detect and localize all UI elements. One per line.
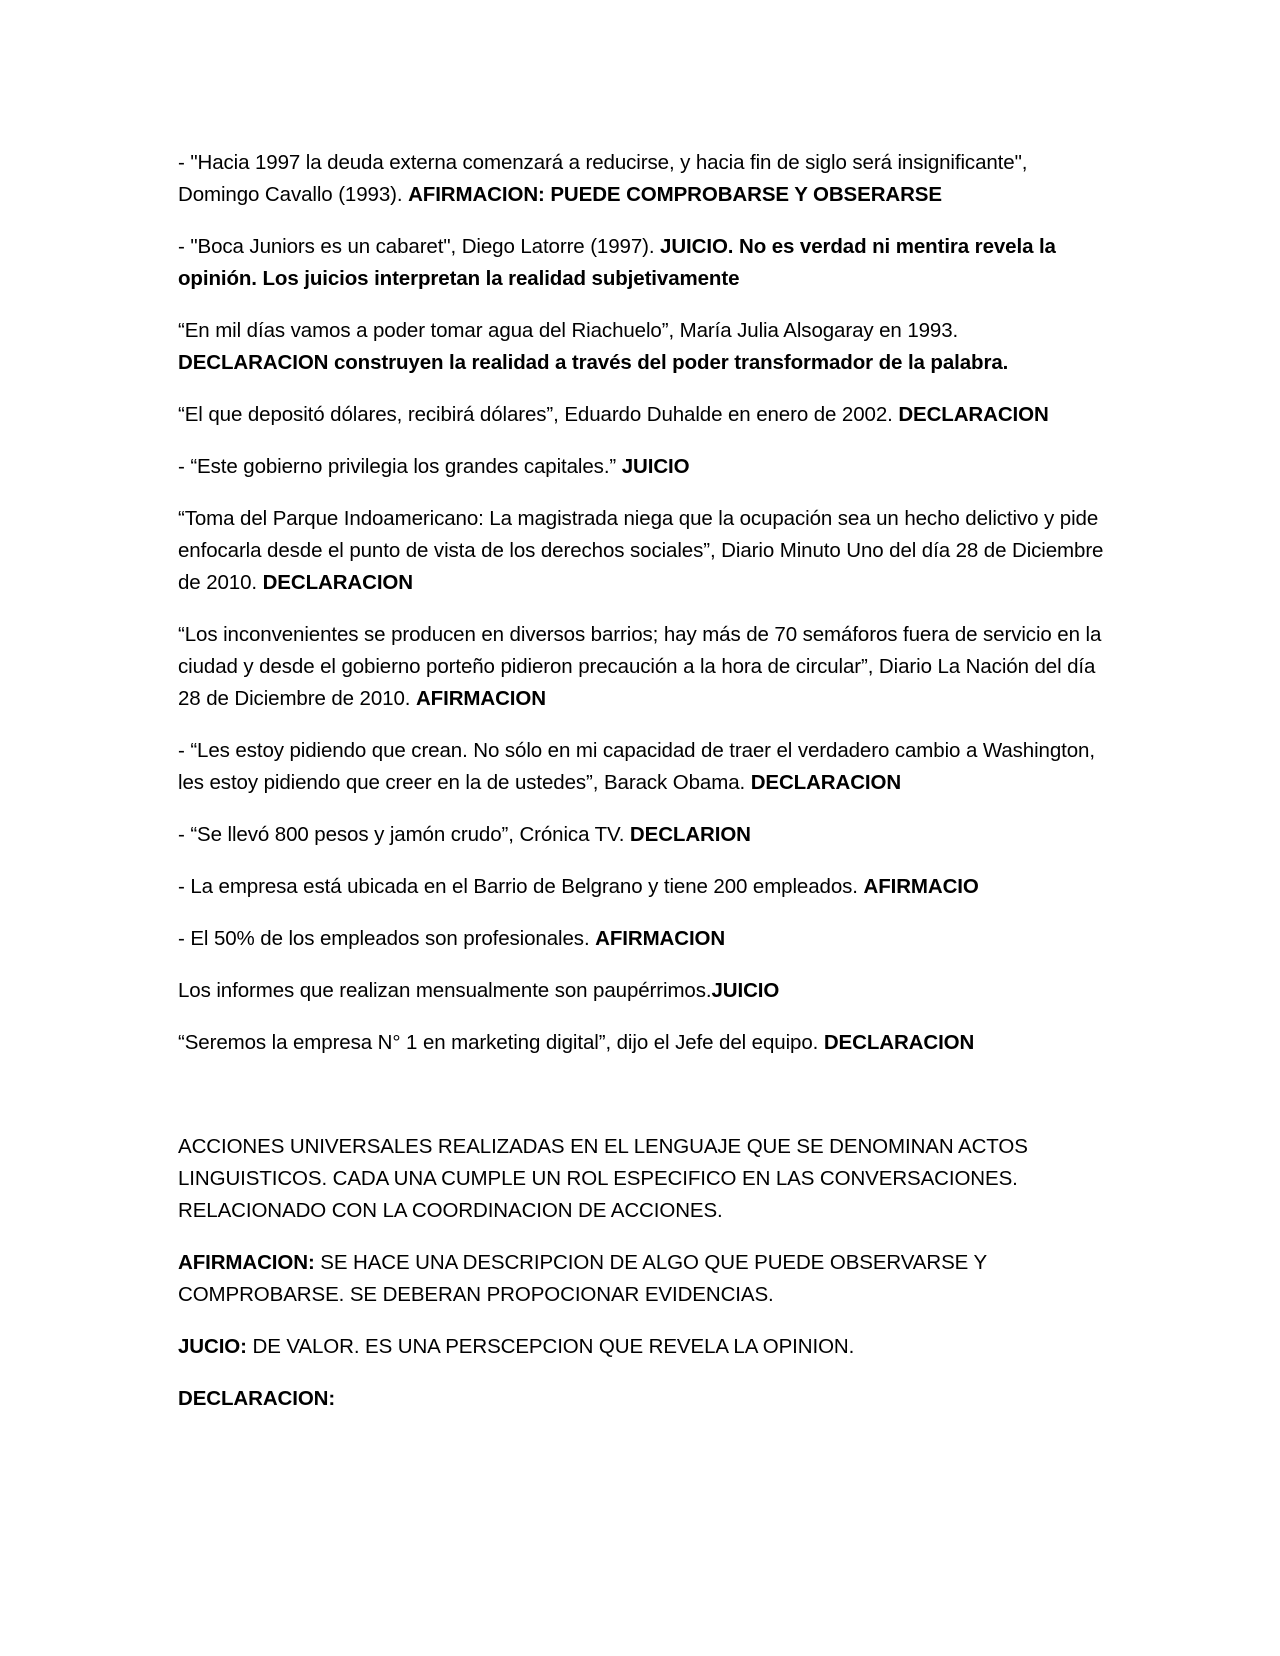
quote-text: - "Boca Juniors es un cabaret", Diego Latorre (1997).	[178, 235, 661, 258]
definitions-intro: ACCIONES UNIVERSALES REALIZADAS EN EL LENGUAJE QUE SE DENOMINAN ACTOS LINGUISTICOS. CADA UNA CUMPLE UN ROL ESPECIFICO EN LAS CONVERSACIONES. RELACIONADO CON LA COORDINACION DE ACCIONES.	[178, 1135, 1028, 1222]
document-body	[178, 147, 1108, 1435]
quote-text: - “Se llevó 800 pesos y jamón crudo”, Crónica TV.	[178, 823, 630, 846]
quote-paragraph	[178, 923, 1108, 955]
quote-classification: AFIRMACION: PUEDE COMPROBARSE Y OBSERARSE	[408, 183, 942, 206]
quote-text: “Seremos la empresa N° 1 en marketing digital”, dijo el Jefe del equipo.	[178, 1031, 824, 1054]
quote-classification: JUICIO	[621, 455, 690, 478]
quote-text: - “Les estoy pidiendo que crean. No sólo en mi capacidad de traer el verdadero cambio a Washington, les estoy pidiendo que creer en la de ustedes”, Barack Obama.	[178, 739, 1095, 794]
definition-declaracion	[178, 1383, 1108, 1415]
quote-text: - “Este gobierno privilegia los grandes capitales.”	[178, 455, 622, 478]
quote-text: - "Hacia 1997 la deuda externa comenzará a reducirse, y hacia fin de siglo será insignificante", Domingo Cavallo (1993).	[178, 151, 1028, 206]
quote-classification: DECLARACION	[750, 771, 902, 794]
quote-text: “El que depositó dólares, recibirá dólares”, Eduardo Duhalde en enero de 2002.	[178, 403, 899, 426]
quote-text: - La empresa está ubicada en el Barrio de Belgrano y tiene 200 empleados.	[178, 875, 864, 898]
quote-paragraph	[178, 975, 1108, 1007]
quote-text: Los informes que realizan mensualmente son paupérrimos.	[178, 979, 712, 1002]
quote-paragraph	[178, 871, 1108, 903]
quote-text: “Los inconvenientes se producen en diversos barrios; hay más de 70 semáforos fuera de servicio en la ciudad y desde el gobierno porteño pidieron precaución a la hora de circular”, Diario La Nación del día 28 de Diciembre de 2010.	[178, 623, 1102, 710]
quote-paragraph	[178, 399, 1108, 431]
quote-classification: DECLARACION	[262, 571, 413, 594]
quote-text: “En mil días vamos a poder tomar agua del Riachuelo”, María Julia Alsogaray en 1993.	[178, 319, 959, 342]
definition-juicio	[178, 1331, 1108, 1363]
definition-afirmacion	[178, 1247, 1108, 1311]
definition-text: SE HACE UNA DESCRIPCION DE ALGO QUE PUEDE OBSERVARSE Y COMPROBARSE. SE DEBERAN PROPOCIONAR EVIDENCIAS.	[178, 1251, 987, 1306]
quote-paragraph	[178, 231, 1108, 295]
quote-classification: AFIRMACION	[595, 927, 726, 950]
quote-classification: DECLARACION construyen la realidad a través del poder transformador de la palabra.	[178, 351, 1009, 374]
quote-paragraph	[178, 735, 1108, 799]
definition-term: AFIRMACION:	[178, 1251, 315, 1274]
blank-space	[178, 1079, 1108, 1131]
quote-classification: AFIRMACIO	[863, 875, 979, 898]
quote-paragraph	[178, 315, 1108, 379]
quote-text: “Toma del Parque Indoamericano: La magistrada niega que la ocupación sea un hecho delictivo y pide enfocarla desde el punto de vista de los derechos sociales”, Diario Minuto Uno del día 28 de Diciembre de 2010.	[178, 507, 1104, 594]
definition-text: DE VALOR. ES UNA PERSCEPCION QUE REVELA LA OPINION.	[246, 1335, 855, 1358]
quote-paragraph	[178, 503, 1108, 599]
quote-classification: DECLARACION	[823, 1031, 975, 1054]
quote-classification: DECLARION	[629, 823, 751, 846]
quote-paragraph	[178, 619, 1108, 715]
quote-paragraph	[178, 1027, 1108, 1059]
quote-classification: JUICIO	[711, 979, 780, 1002]
quote-paragraph	[178, 451, 1108, 483]
quote-classification: JUICIO. No es verdad ni mentira revela la opinión. Los juicios interpretan la realidad subjetivamente	[178, 235, 1056, 290]
quote-text: - El 50% de los empleados son profesionales.	[178, 927, 596, 950]
quote-paragraph	[178, 819, 1108, 851]
quote-paragraph	[178, 147, 1108, 211]
definition-term: JUCIO:	[178, 1335, 247, 1358]
definition-term: DECLARACION:	[178, 1387, 336, 1410]
quote-classification: AFIRMACION	[415, 687, 546, 710]
definitions-section	[178, 1131, 1108, 1415]
quote-classification: DECLARACION	[898, 403, 1049, 426]
